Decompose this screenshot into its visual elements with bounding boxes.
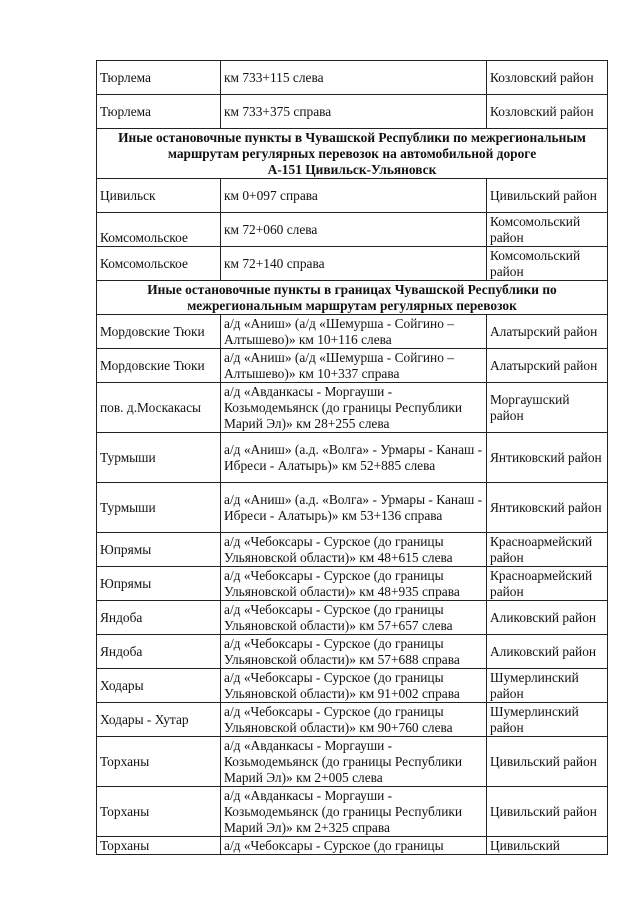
section-heading [97,281,608,315]
section-heading-line: маршрутам регулярных перевозок на автомобильной дороге [167,146,537,161]
route-cell: а/д «Чебоксары - Сурское (до границы [221,837,487,855]
district-cell: Красноармейский район [487,567,608,601]
route-cell: км 733+115 слева [221,61,487,95]
table-row [97,737,608,787]
route-cell: км 0+097 справа [221,179,487,213]
place-cell: Турмыши [97,483,221,533]
district-cell: Красноармейский район [487,533,608,567]
route-cell: а/д «Аниш» (а/д «Шемурша - Сойгино – Алтышево)» км 10+116 слева [221,315,487,349]
route-cell: а/д «Аниш» (а.д. «Волга» - Урмары - Канаш - Ибреси - Алатырь)» км 52+885 слева [221,433,487,483]
district-cell: Комсомольский район [487,213,608,247]
route-cell: км 72+140 справа [221,247,487,281]
table-row [97,179,608,213]
place-cell: Тюрлема [97,61,221,95]
section-header-row [97,129,608,179]
district-cell: Алатырский район [487,349,608,383]
place-cell: Яндоба [97,635,221,669]
district-cell: Янтиковский район [487,483,608,533]
district-cell: Аликовский район [487,601,608,635]
district-cell: Цивильский район [487,179,608,213]
district-cell: Цивильский [487,837,608,855]
place-cell: Торханы [97,787,221,837]
table-row [97,703,608,737]
stops-table [96,60,608,855]
place-cell: Комсомольское [97,247,221,281]
table-row [97,213,608,247]
route-cell: а/д «Чебоксары - Сурское (до границы Ульяновской области)» км 90+760 слева [221,703,487,737]
route-cell: а/д «Чебоксары - Сурское (до границы Ульяновской области)» км 57+688 справа [221,635,487,669]
table-row [97,61,608,95]
table-row [97,315,608,349]
district-cell: Моргаушский район [487,383,608,433]
district-cell: Аликовский район [487,635,608,669]
table-row [97,837,608,855]
place-cell: пов. д.Москакасы [97,383,221,433]
table-row [97,787,608,837]
table-row [97,383,608,433]
route-cell: а/д «Авданкасы - Моргауши - Козьмодемьянск (до границы Республики Марий Эл)» км 2+005 слева [221,737,487,787]
place-cell: Тюрлема [97,95,221,129]
district-cell: Янтиковский район [487,433,608,483]
route-cell: а/д «Чебоксары - Сурское (до границы Ульяновской области)» км 48+615 слева [221,533,487,567]
district-cell: Шумерлинский район [487,703,608,737]
route-cell: а/д «Аниш» (а/д «Шемурша - Сойгино – Алтышево)» км 10+337 справа [221,349,487,383]
section-heading-line: Иные остановочные пункты в границах Чувашской Республики по [147,282,557,297]
route-cell: а/д «Чебоксары - Сурское (до границы Ульяновской области)» км 91+002 справа [221,669,487,703]
route-cell: км 733+375 справа [221,95,487,129]
district-cell: Шумерлинский район [487,669,608,703]
table-row [97,533,608,567]
section-heading [97,129,608,179]
place-cell: Торханы [97,837,221,855]
table-row [97,95,608,129]
district-cell: Цивильский район [487,787,608,837]
place-cell: Мордовские Тюки [97,349,221,383]
section-heading-line: Иные остановочные пункты в Чувашской Республики по межрегиональным [118,130,586,145]
district-cell: Алатырский район [487,315,608,349]
place-cell: Ходары [97,669,221,703]
table-row [97,669,608,703]
place-cell: Цивильск [97,179,221,213]
place-cell: Турмыши [97,433,221,483]
route-cell: а/д «Аниш» (а.д. «Волга» - Урмары - Канаш - Ибреси - Алатырь)» км 53+136 справа [221,483,487,533]
district-cell: Цивильский район [487,737,608,787]
place-cell: Торханы [97,737,221,787]
place-cell: Комсомольское [97,213,221,247]
district-cell: Комсомольский район [487,247,608,281]
section-heading-line: А-151 Цивильск-Ульяновск [267,162,437,177]
route-cell: а/д «Авданкасы - Моргауши - Козьмодемьянск (до границы Республики Марий Эл)» км 28+255 слева [221,383,487,433]
table-row [97,567,608,601]
place-cell: Юпрямы [97,567,221,601]
route-cell: а/д «Чебоксары - Сурское (до границы Ульяновской области)» км 57+657 слева [221,601,487,635]
place-cell: Ходары - Хутар [97,703,221,737]
section-heading-line: межрегиональным маршрутам регулярных перевозок [187,298,517,313]
table-row [97,635,608,669]
place-cell: Мордовские Тюки [97,315,221,349]
district-cell: Козловский район [487,95,608,129]
table-row [97,247,608,281]
section-header-row [97,281,608,315]
route-cell: км 72+060 слева [221,213,487,247]
route-cell: а/д «Авданкасы - Моргауши - Козьмодемьянск (до границы Республики Марий Эл)» км 2+325 справа [221,787,487,837]
route-cell: а/д «Чебоксары - Сурское (до границы Ульяновской области)» км 48+935 справа [221,567,487,601]
table-row [97,349,608,383]
table-row [97,433,608,483]
place-cell: Яндоба [97,601,221,635]
table-row [97,483,608,533]
district-cell: Козловский район [487,61,608,95]
table-row [97,601,608,635]
place-cell: Юпрямы [97,533,221,567]
